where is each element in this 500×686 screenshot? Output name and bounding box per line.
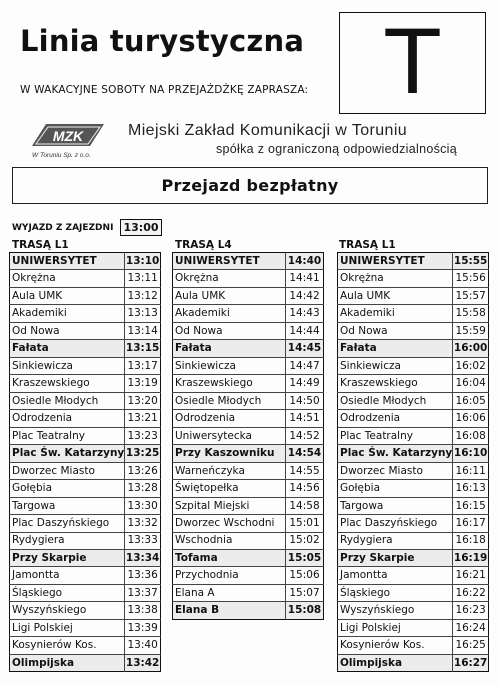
table-row [173,340,324,357]
stop-time: 13:20 [125,392,161,409]
stop-time: 13:40 [125,637,161,654]
stop-time: 14:44 [286,322,324,339]
free-ride-banner: Przejazd bezpłatny [12,167,488,204]
table-row [338,462,489,479]
stop-time: 13:13 [125,305,161,322]
departure-time: 13:00 [120,219,162,236]
stop-time: 16:27 [453,654,489,671]
stop-time: 13:28 [125,480,161,497]
stop-time: 14:49 [286,375,324,392]
table-row [338,357,489,374]
table-row [173,602,324,619]
stop-name: Aula UMK [338,287,453,304]
table-row [338,270,489,287]
stop-time: 13:17 [125,357,161,374]
stop-name: Wschodnia [173,532,286,549]
stop-name: Kosynierów Kos. [338,637,453,654]
stop-name: Gołębia [10,480,125,497]
table-row [173,532,324,549]
stop-time: 15:01 [286,515,324,532]
company-name: Miejski Zakład Komunikacji w Toruniu [128,122,408,139]
table-row [338,602,489,619]
stop-name: Jamontta [338,567,453,584]
stop-time: 14:47 [286,357,324,374]
stop-name: Fałata [338,340,453,357]
stop-name: Osiedle Młodych [338,392,453,409]
stop-time: 13:38 [125,602,161,619]
stop-time: 13:42 [125,654,161,671]
stop-name: Akademiki [10,305,125,322]
stop-name: Uniwersytecka [173,427,286,444]
table-row [338,392,489,409]
stop-time: 16:23 [453,602,489,619]
stop-time: 13:11 [125,270,161,287]
stop-name: Kraszewskiego [173,375,286,392]
table-row [10,445,161,462]
table-row [338,445,489,462]
stop-time: 14:54 [286,445,324,462]
route-heading: TRASĄ L4 [175,239,232,251]
stop-name: Odrodzenia [10,410,125,427]
stop-name: Aula UMK [173,287,286,304]
table-row [10,549,161,566]
stop-name: Plac Daszyńskiego [338,515,453,532]
table-row [10,654,161,671]
stop-time: 16:10 [453,445,489,462]
stop-name: Plac Św. Katarzyny [338,445,453,462]
stop-name: Plac Św. Katarzyny [10,445,125,462]
logo-subtext: W Toruniu Sp. z o.o. [32,152,91,159]
stop-time: 14:41 [286,270,324,287]
table-row [173,287,324,304]
stop-time: 15:55 [453,253,489,270]
stop-time: 16:00 [453,340,489,357]
stop-name: Akademiki [338,305,453,322]
stop-time: 13:10 [125,253,161,270]
stop-time: 13:25 [125,445,161,462]
table-row [338,480,489,497]
stop-time: 16:02 [453,357,489,374]
stop-name: Olimpijska [338,654,453,671]
table-row [10,287,161,304]
table-row [10,462,161,479]
stop-time: 14:45 [286,340,324,357]
stop-time: 13:34 [125,549,161,566]
stop-time: 15:07 [286,584,324,601]
stop-name: Rydygiera [338,532,453,549]
stop-name: Osiedle Młodych [10,392,125,409]
stop-name: Odrodzenia [338,410,453,427]
table-row [10,497,161,514]
table-row [338,549,489,566]
table-row [338,515,489,532]
stop-time: 15:05 [286,549,324,566]
departure-label: WYJAZD Z ZAJEZDNI [12,223,114,233]
table-row [338,410,489,427]
stop-name: Okrężna [338,270,453,287]
stop-time: 14:55 [286,462,324,479]
table-row [338,287,489,304]
line-letter-box: T [339,12,486,114]
stop-time: 13:32 [125,515,161,532]
stop-name: Warneńczyka [173,462,286,479]
stop-name: Okrężna [173,270,286,287]
stop-name: Elana A [173,584,286,601]
table-row [173,584,324,601]
table-row [338,637,489,654]
stop-name: Ligi Polskiej [338,619,453,636]
stop-name: Plac Daszyńskiego [10,515,125,532]
stop-time: 16:21 [453,567,489,584]
table-row [338,584,489,601]
table-row [173,445,324,462]
stop-time: 13:19 [125,375,161,392]
stop-time: 16:13 [453,480,489,497]
table-row [10,567,161,584]
stop-time: 16:24 [453,619,489,636]
stop-time: 15:57 [453,287,489,304]
stop-time: 13:12 [125,287,161,304]
table-row [338,253,489,270]
stop-name: Kosynierów Kos. [10,637,125,654]
table-row [338,497,489,514]
stop-name: Od Nowa [10,322,125,339]
table-row [173,480,324,497]
table-row [173,392,324,409]
stop-name: UNIWERSYTET [10,253,125,270]
stop-name: Targowa [338,497,453,514]
stop-time: 14:51 [286,410,324,427]
stop-name: Dworzec Miasto [338,462,453,479]
stop-time: 15:08 [286,602,324,619]
table-row [10,410,161,427]
stop-time: 13:14 [125,322,161,339]
stop-time: 13:15 [125,340,161,357]
company-subtitle: spółka z ograniczoną odpowiedzialnością [216,142,458,156]
stop-name: Świętopełka [173,480,286,497]
table-row [10,305,161,322]
poster-title: Linia turystyczna [20,24,305,58]
stop-time: 15:02 [286,532,324,549]
table-row [338,375,489,392]
table-row [338,654,489,671]
invite-text: W WAKACYJNE SOBOTY NA PRZEJAŻDŻKĘ ZAPRASZA: [20,84,309,96]
table-row [10,270,161,287]
stop-time: 13:23 [125,427,161,444]
table-row [173,549,324,566]
table-row [173,322,324,339]
stop-name: Plac Teatralny [10,427,125,444]
stop-time: 15:58 [453,305,489,322]
table-row [10,637,161,654]
stop-name: Rydygiera [10,532,125,549]
stop-name: Gołębia [338,480,453,497]
table-row [173,410,324,427]
stop-name: Fałata [10,340,125,357]
stop-time: 16:25 [453,637,489,654]
stop-name: Elana B [173,602,286,619]
timetable-route-1 [9,252,161,672]
stop-time: 13:21 [125,410,161,427]
table-row [10,322,161,339]
stop-time: 13:26 [125,462,161,479]
table-row [173,305,324,322]
stop-name: Fałata [173,340,286,357]
table-row [338,322,489,339]
table-row [173,462,324,479]
stop-time: 14:52 [286,427,324,444]
stop-name: Kraszewskiego [10,375,125,392]
table-row [10,427,161,444]
table-row [10,584,161,601]
stop-time: 16:11 [453,462,489,479]
stop-name: Kraszewskiego [338,375,453,392]
stop-time: 13:39 [125,619,161,636]
stop-name: Przychodnia [173,567,286,584]
stop-name: Przy Skarpie [338,549,453,566]
table-row [10,357,161,374]
stop-name: Odrodzenia [173,410,286,427]
stop-time: 13:37 [125,584,161,601]
stop-name: Plac Teatralny [338,427,453,444]
stop-time: 15:56 [453,270,489,287]
stop-name: Jamontta [10,567,125,584]
stop-time: 14:50 [286,392,324,409]
stop-time: 16:15 [453,497,489,514]
timetable-route-2 [172,252,324,620]
stop-time: 14:42 [286,287,324,304]
stop-time: 14:58 [286,497,324,514]
stop-name: UNIWERSYTET [173,253,286,270]
stop-time: 14:43 [286,305,324,322]
stop-name: Przy Skarpie [10,549,125,566]
stop-name: Sinkiewicza [173,357,286,374]
table-row [10,515,161,532]
stop-time: 16:22 [453,584,489,601]
stop-time: 15:59 [453,322,489,339]
stop-name: Od Nowa [338,322,453,339]
table-row [10,253,161,270]
stop-time: 14:40 [286,253,324,270]
stop-name: Aula UMK [10,287,125,304]
stop-name: Wyszyńskiego [10,602,125,619]
stop-time: 16:19 [453,549,489,566]
table-row [10,375,161,392]
stop-name: Szpital Miejski [173,497,286,514]
table-row [173,515,324,532]
stop-time: 13:36 [125,567,161,584]
stop-name: Ligi Polskiej [10,619,125,636]
table-row [173,357,324,374]
stop-name: Przy Kaszowniku [173,445,286,462]
stop-time: 16:06 [453,410,489,427]
stop-name: Dworzec Miasto [10,462,125,479]
stop-time: 13:30 [125,497,161,514]
table-row [338,427,489,444]
stop-name: Olimpijska [10,654,125,671]
table-row [10,392,161,409]
stop-name: Sinkiewicza [338,357,453,374]
stop-time: 14:56 [286,480,324,497]
table-row [338,340,489,357]
route-heading: TRASĄ L1 [12,239,69,251]
stop-name: Sinkiewicza [10,357,125,374]
table-row [10,480,161,497]
table-row [10,619,161,636]
table-row [338,619,489,636]
stop-name: Akademiki [173,305,286,322]
stop-name: Tofama [173,549,286,566]
stop-name: Od Nowa [173,322,286,339]
table-row [173,567,324,584]
table-row [173,427,324,444]
stop-time: 16:08 [453,427,489,444]
stop-name: Osiedle Młodych [173,392,286,409]
timetable-route-3 [337,252,489,672]
table-row [173,253,324,270]
stop-time: 13:33 [125,532,161,549]
table-row [338,532,489,549]
stop-name: Okrężna [10,270,125,287]
table-row [10,602,161,619]
stop-name: Śląskiego [338,584,453,601]
mzk-logo [26,118,108,164]
stop-name: Dworzec Wschodni [173,515,286,532]
table-row [338,567,489,584]
table-row [10,532,161,549]
table-row [173,375,324,392]
logo-text: MZK [52,128,84,144]
stop-name: UNIWERSYTET [338,253,453,270]
stop-time: 15:06 [286,567,324,584]
table-row [338,305,489,322]
stop-time: 16:18 [453,532,489,549]
stop-name: Targowa [10,497,125,514]
stop-time: 16:05 [453,392,489,409]
stop-name: Śląskiego [10,584,125,601]
stop-name: Wyszyńskiego [338,602,453,619]
stop-time: 16:04 [453,375,489,392]
table-row [10,340,161,357]
table-row [173,270,324,287]
route-heading: TRASĄ L1 [339,239,396,251]
table-row [173,497,324,514]
stop-time: 16:17 [453,515,489,532]
